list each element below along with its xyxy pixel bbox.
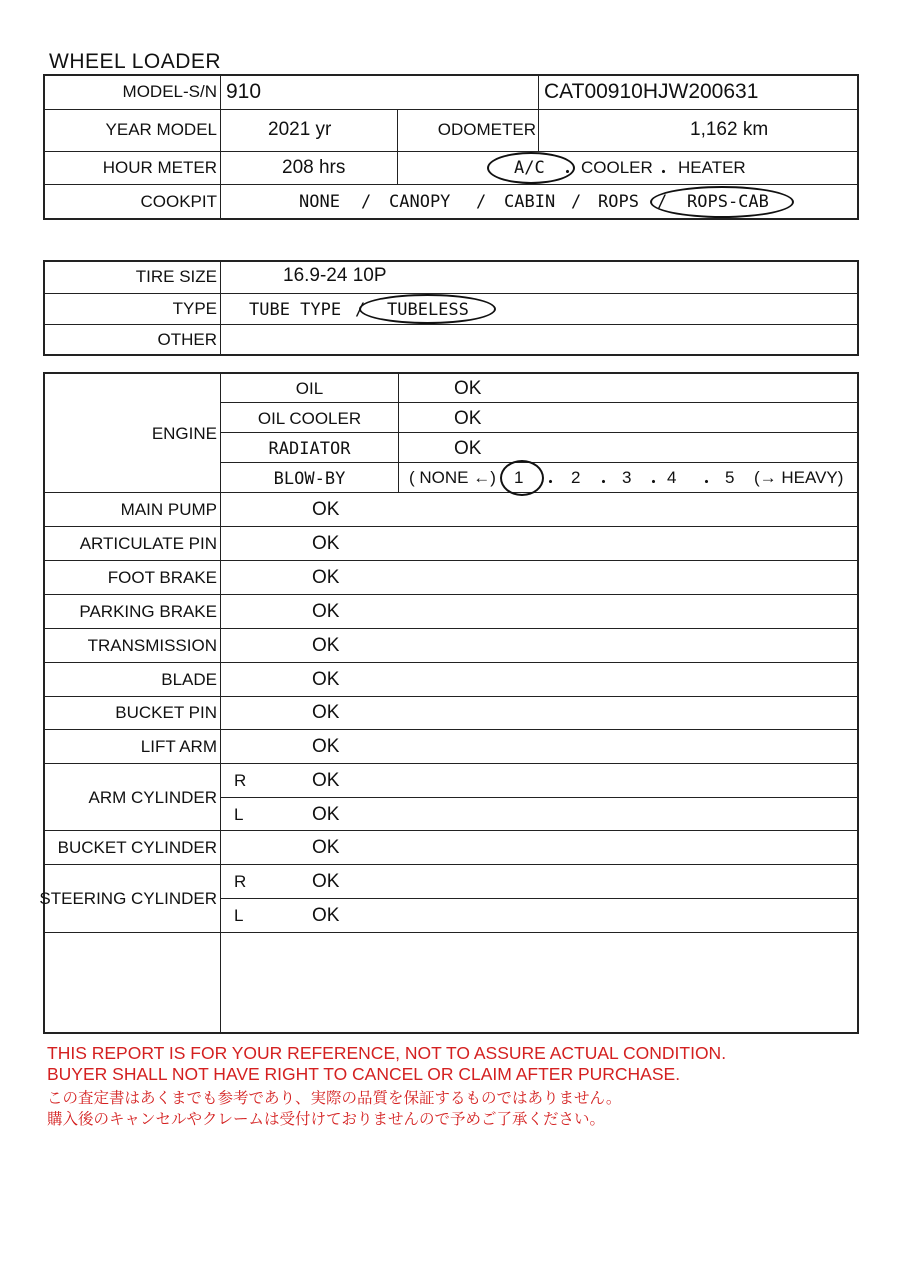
radiator-label: RADIATOR <box>268 439 351 459</box>
divider <box>43 594 859 595</box>
divider <box>220 402 859 403</box>
cookpit-option-none: NONE <box>299 192 340 212</box>
articulate-pin-value: OK <box>312 533 340 554</box>
blade-label: BLADE <box>161 670 217 689</box>
blowby-selected-circle <box>500 460 544 496</box>
model-sn-label: MODEL-S/N <box>122 82 217 101</box>
disclaimer-line-3: この査定書はあくまでも参考であり、実際の品質を保証するものではありません。 <box>47 1089 622 1107</box>
divider <box>220 74 221 220</box>
divider <box>43 560 859 561</box>
blowby-scale-left: ( NONE ←) <box>409 468 496 487</box>
steering-cylinder-r-label: R <box>234 872 247 891</box>
climate-option-ac: A/C <box>514 158 545 178</box>
climate-selected-circle <box>487 152 575 184</box>
divider <box>220 260 221 356</box>
divider <box>220 797 859 798</box>
arm-cylinder-l-value: OK <box>312 804 340 825</box>
foot-brake-value: OK <box>312 567 340 588</box>
tire-type-separator: / <box>355 300 366 320</box>
arm-cylinder-r-label: R <box>234 771 247 790</box>
blowby-separator: ・ <box>698 473 715 492</box>
divider <box>43 628 859 629</box>
hour-meter-value: 208 hrs <box>282 157 346 178</box>
serial-number-value: CAT00910HJW200631 <box>544 80 759 103</box>
climate-option-heater: HEATER <box>678 158 746 177</box>
divider <box>43 526 859 527</box>
cookpit-option-canopy: CANOPY <box>389 192 451 212</box>
blowby-level-4: 4 <box>667 468 677 487</box>
blowby-level-2: 2 <box>571 468 581 487</box>
divider <box>220 432 859 433</box>
oil-label: OIL <box>295 379 324 398</box>
main-pump-label: MAIN PUMP <box>120 500 217 519</box>
oil-cooler-value: OK <box>454 408 482 429</box>
bucket-pin-label: BUCKET PIN <box>115 703 217 722</box>
disclaimer-line-4: 購入後のキャンセルやクレームは受付けておりませんので予めご了承ください。 <box>47 1110 606 1128</box>
divider <box>220 462 859 463</box>
divider <box>43 763 859 764</box>
oil-cooler-label: OIL COOLER <box>257 409 362 428</box>
blowby-separator: ・ <box>645 473 662 492</box>
cookpit-separator: / <box>657 192 668 212</box>
tire-size-label: TIRE SIZE <box>135 267 217 286</box>
cookpit-option-rops: ROPS <box>598 192 639 212</box>
climate-separator: ・ <box>655 163 672 182</box>
cookpit-option-rops-cab: ROPS-CAB <box>687 192 769 212</box>
arm-cylinder-r-value: OK <box>312 770 340 791</box>
engine-label: ENGINE <box>151 424 217 443</box>
steering-cylinder-r-value: OK <box>312 871 340 892</box>
odometer-label: ODOMETER <box>437 120 536 139</box>
divider <box>43 662 859 663</box>
arm-cylinder-l-label: L <box>234 805 244 824</box>
transmission-label: TRANSMISSION <box>87 636 217 655</box>
disclaimer-line-2: BUYER SHALL NOT HAVE RIGHT TO CANCEL OR CLAIM AFTER PURCHASE. <box>47 1064 681 1084</box>
bucket-cylinder-label: BUCKET CYLINDER <box>57 838 217 857</box>
odometer-value: 1,162 km <box>690 119 769 140</box>
document-title: WHEEL LOADER <box>49 50 222 73</box>
tire-option-tubeless: TUBELESS <box>387 300 469 320</box>
articulate-pin-label: ARTICULATE PIN <box>79 534 217 553</box>
cookpit-separator: / <box>476 192 487 212</box>
divider <box>43 729 859 730</box>
cookpit-separator: / <box>361 192 372 212</box>
year-model-value: 2021 yr <box>268 119 332 140</box>
blowby-level-1: 1 <box>514 468 524 487</box>
lift-arm-label: LIFT ARM <box>140 737 217 756</box>
tire-other-label: OTHER <box>157 330 217 349</box>
disclaimer-line-1: THIS REPORT IS FOR YOUR REFERENCE, NOT TO ASSURE ACTUAL CONDITION. <box>47 1043 727 1063</box>
hour-meter-label: HOUR METER <box>102 158 217 177</box>
climate-separator: ・ <box>559 163 576 182</box>
divider <box>43 864 859 865</box>
tire-type-selected-circle <box>359 294 496 324</box>
steering-cylinder-label: STEERING CYLINDER <box>39 889 217 908</box>
radiator-value: OK <box>454 438 482 459</box>
blowby-label: BLOW-BY <box>273 469 346 489</box>
bucket-cylinder-value: OK <box>312 837 340 858</box>
oil-value: OK <box>454 378 482 399</box>
divider <box>43 492 859 493</box>
blade-value: OK <box>312 669 340 690</box>
divider <box>220 898 859 899</box>
cookpit-selected-circle <box>650 186 794 218</box>
divider <box>43 109 859 110</box>
parking-brake-label: PARKING BRAKE <box>79 602 217 621</box>
blowby-separator: ・ <box>595 473 612 492</box>
year-model-label: YEAR MODEL <box>105 120 217 139</box>
arm-cylinder-label: ARM CYLINDER <box>88 788 217 807</box>
tire-size-value: 16.9-24 10P <box>283 265 387 286</box>
divider <box>538 74 539 110</box>
divider <box>43 151 859 152</box>
blowby-separator: ・ <box>542 473 559 492</box>
divider <box>538 109 539 152</box>
bucket-pin-value: OK <box>312 702 340 723</box>
steering-cylinder-l-label: L <box>234 906 244 925</box>
cookpit-separator: / <box>571 192 582 212</box>
foot-brake-label: FOOT BRAKE <box>107 568 217 587</box>
divider <box>43 932 859 933</box>
divider <box>43 293 859 294</box>
divider <box>397 109 398 185</box>
blowby-level-5: 5 <box>725 468 735 487</box>
climate-option-cooler: COOLER <box>581 158 653 177</box>
lift-arm-value: OK <box>312 736 340 757</box>
divider <box>43 184 859 185</box>
tire-option-tube-type: TUBE TYPE <box>249 300 342 320</box>
model-value: 910 <box>226 80 262 103</box>
cookpit-label: COOKPIT <box>140 192 217 211</box>
divider <box>43 696 859 697</box>
main-pump-value: OK <box>312 499 340 520</box>
tire-type-label: TYPE <box>172 299 217 318</box>
divider <box>43 324 859 325</box>
parking-brake-value: OK <box>312 601 340 622</box>
blowby-scale-right: (→ HEAVY) <box>754 468 844 487</box>
blowby-level-3: 3 <box>622 468 632 487</box>
steering-cylinder-l-value: OK <box>312 905 340 926</box>
transmission-value: OK <box>312 635 340 656</box>
divider <box>43 830 859 831</box>
cookpit-option-cabin: CABIN <box>504 192 556 212</box>
